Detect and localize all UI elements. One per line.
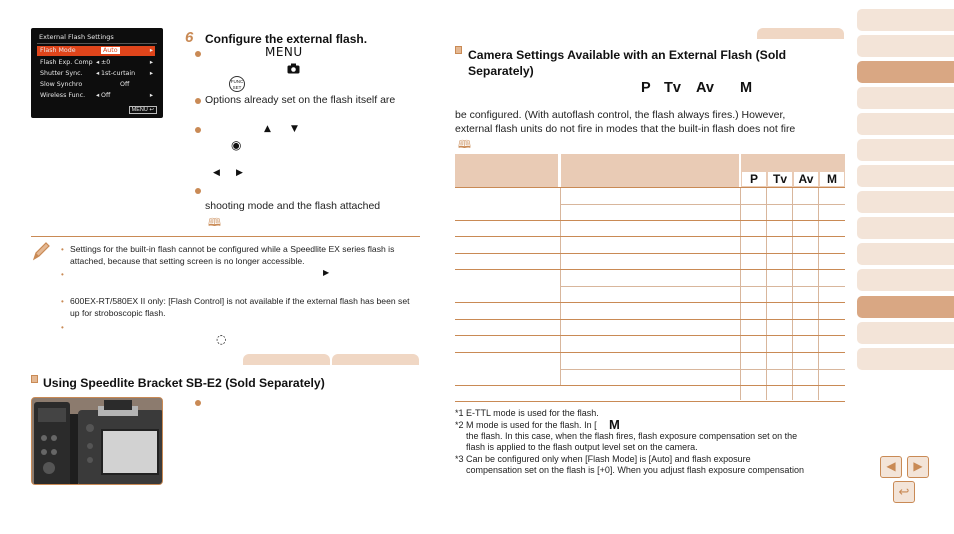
next-page-button[interactable]: ▶ [907, 456, 929, 478]
note-text-2: 600EX-RT/580EX II only: [Flash Control] is not available if the external flash has been set up for stroboscopic flash. [70, 296, 410, 318]
table-mode-m: M [820, 172, 844, 186]
back-button[interactable]: ↩ [893, 481, 915, 503]
camera-tab-icon [287, 63, 300, 77]
table-header-cell [455, 154, 558, 187]
lcd-row-wireless-func [37, 91, 155, 101]
mode-m-label: M [740, 80, 753, 96]
sidebar-tab[interactable] [857, 9, 954, 31]
lcd-row-value: Auto [103, 47, 118, 54]
bullet-dot [195, 400, 201, 406]
table-row-rule [455, 236, 845, 237]
table-mode-av: Av [794, 172, 818, 186]
book-reference-icon: 🕮 [208, 217, 221, 229]
footnote-2c: flash is applied to the flash output level set on the camera. [466, 442, 698, 452]
book-reference-icon: 🕮 [458, 139, 471, 151]
sidebar-tab[interactable] [857, 269, 954, 291]
table-row-rule [455, 352, 845, 353]
dial-ring-icon: ◌ [216, 332, 227, 346]
chevron-left-icon: ◂ [96, 70, 100, 77]
page-tab [243, 354, 330, 365]
table-row-rule [455, 187, 845, 188]
chevron-right-icon: ▸ [149, 59, 153, 66]
lcd-row-value: Off [120, 81, 130, 88]
table-row-rule [455, 269, 845, 270]
sidebar-tab[interactable] [857, 139, 954, 161]
lcd-row-flash-exp-comp [37, 58, 155, 68]
step-number: 6 [185, 29, 194, 46]
lcd-separator [37, 43, 157, 44]
camera-settings-title-line2: Separately) [468, 64, 534, 78]
page-tab [332, 354, 419, 365]
footnote-1: *1 E-TTL mode is used for the flash. [455, 408, 599, 418]
note-bullet: • [61, 297, 64, 306]
lcd-row-label: Shutter Sync. [40, 70, 83, 77]
settings-table [455, 154, 845, 404]
sidebar-tab[interactable] [857, 165, 954, 187]
table-mode-p: P [742, 172, 766, 186]
lcd-row-label: Flash Exp. Comp [40, 59, 93, 66]
footnote-2b: the flash. In this case, when the flash fires, flash exposure compensation set on the [466, 431, 798, 441]
bracket-photo [31, 397, 163, 485]
table-mode-tv: Tv [768, 172, 792, 186]
chevron-right-icon: ▸ [149, 70, 153, 77]
sidebar-tab[interactable] [857, 113, 954, 135]
sidebar-tab[interactable] [857, 322, 954, 344]
sidebar-tab[interactable] [857, 35, 954, 57]
prev-page-button[interactable]: ◀ [880, 456, 902, 478]
section-marker [455, 46, 462, 54]
note-top-rule [31, 236, 420, 237]
up-button-icon: ▲ [264, 124, 271, 134]
page-tab [757, 28, 844, 39]
chevron-left-icon: ◂ [96, 92, 100, 99]
footnote-3b: compensation set on the flash is [+0]. When you adjust flash exposure compensation [466, 465, 804, 475]
bracket-section-title: Using Speedlite Bracket SB-E2 (Sold Separately) [43, 376, 325, 390]
bullet-dot [195, 127, 201, 133]
left-button-icon: ◀ [213, 168, 220, 178]
sidebar-tab-active[interactable] [857, 296, 954, 318]
lcd-row-value: 1st-curtain [101, 70, 136, 77]
lcd-row-flash-mode [37, 46, 155, 56]
note-bullet: • [61, 270, 64, 279]
right-button-icon: ▶ [236, 168, 243, 178]
chevron-right-icon: ▸ [149, 47, 153, 54]
pencil-icon [31, 240, 51, 262]
shooting-mode-text: shooting mode and the flash attached [205, 200, 381, 212]
func-set-button-icon: FUNC SET [229, 76, 245, 92]
camera-bracket-illustration [32, 398, 163, 485]
table-row-rule [561, 286, 845, 287]
sidebar-tab[interactable] [857, 217, 954, 239]
camera-lcd-screenshot [31, 28, 163, 118]
control-dial-icon: ◉ [231, 138, 242, 152]
lcd-row-label: Slow Synchro [40, 81, 83, 88]
table-row-rule [561, 204, 845, 205]
body-text-line1: be configured. (With autoflash control, the flash always fires.) However, [455, 109, 786, 121]
lcd-back-label: MENU ↩ [129, 106, 157, 114]
table-row-rule [455, 220, 845, 221]
mode-p-label: P [641, 80, 651, 96]
footnote-2a: *2 M mode is used for the flash. In [ [455, 420, 597, 430]
lcd-row-slow-synchro [37, 80, 155, 90]
sidebar-tab[interactable] [857, 243, 954, 265]
table-row-rule [455, 253, 845, 254]
chevron-left-icon: ◂ [96, 59, 100, 66]
down-button-icon: ▼ [291, 124, 298, 134]
options-text: Options already set on the flash itself are [205, 94, 396, 106]
note-bullet: • [61, 323, 64, 332]
sidebar-tab[interactable] [857, 87, 954, 109]
section-marker [31, 375, 38, 383]
table-row-rule [455, 335, 845, 336]
pencil-note-icon [31, 240, 51, 267]
sidebar-tab[interactable] [857, 191, 954, 213]
footnote-3a: *3 Can be configured only when [Flash Mode] is [Auto] and flash exposure [455, 454, 751, 464]
sidebar-tab-active[interactable] [857, 61, 954, 83]
camera-settings-title-line1: Camera Settings Available with an External Flash (Sold [468, 48, 787, 62]
manual-mode-icon: M [609, 417, 620, 432]
mode-av-label: Av [696, 80, 714, 96]
table-row-rule [455, 302, 845, 303]
sidebar-tab[interactable] [857, 348, 954, 370]
table-row-rule [561, 369, 845, 370]
lcd-row-label: Flash Mode [40, 47, 76, 54]
table-header-cell [561, 154, 739, 187]
lcd-row-shutter-sync [37, 69, 155, 79]
note-bullet: • [61, 245, 64, 254]
bullet-dot [195, 98, 201, 104]
table-row-rule [455, 385, 845, 386]
mode-tv-label: Tv [664, 80, 681, 96]
table-row-rule [455, 319, 845, 320]
body-text-line2: external flash units do not fire in modes that the built-in flash does not fire [455, 123, 796, 135]
menu-button-icon: MENU [265, 45, 303, 59]
note-text-1: Settings for the built-in flash cannot be configured while a Speedlite EX series flash is attached, because that setting screen is no longer accessible. [70, 244, 395, 266]
camera-icon [287, 63, 300, 74]
lcd-row-value: ±0 [101, 59, 111, 66]
lcd-row-value: Off [101, 92, 111, 99]
bullet-dot [195, 51, 201, 57]
lcd-menu-title: External Flash Settings [39, 33, 114, 41]
lcd-row-label: Wireless Func. [40, 92, 86, 99]
step-title: Configure the external flash. [205, 32, 368, 46]
bullet-dot [195, 188, 201, 194]
chevron-right-icon: ▸ [149, 92, 153, 99]
right-arrow-icon: ▶ [323, 268, 330, 277]
table-row-rule [455, 401, 845, 402]
